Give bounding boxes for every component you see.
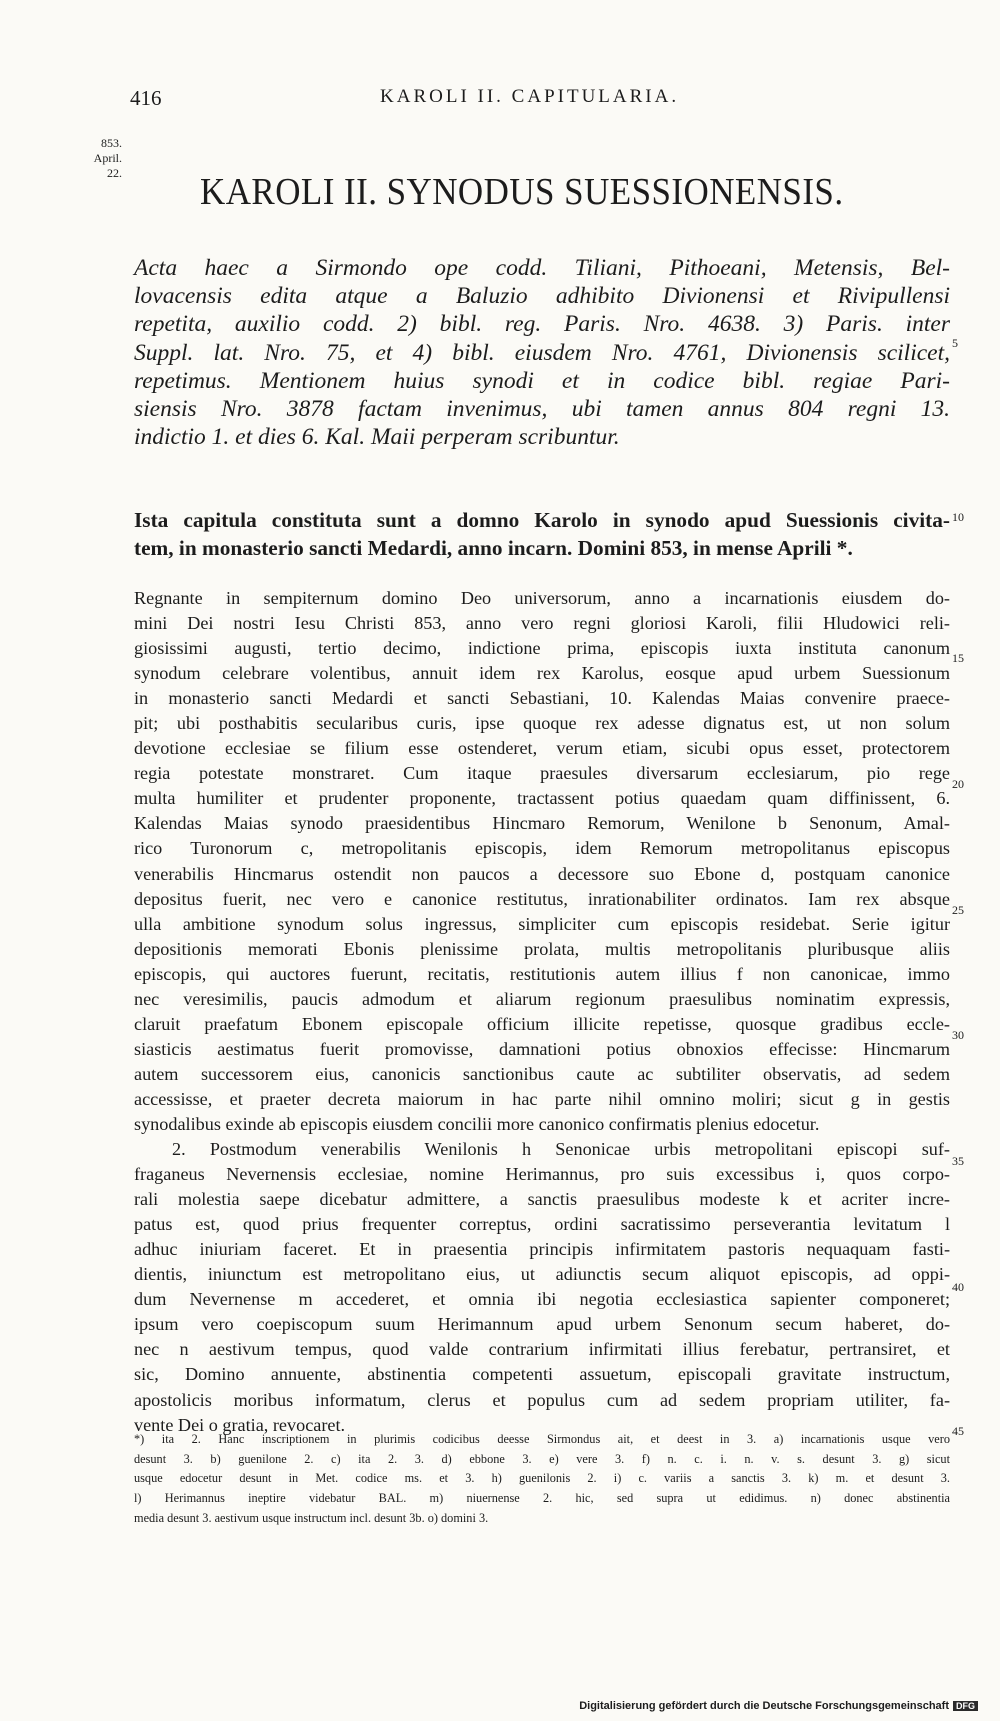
body-text <box>134 586 950 1438</box>
body-line: giosissimi augusti, tertio decimo, indictione prima, episcopis iuxta instituta canonum <box>134 638 950 659</box>
line-number: 35 <box>952 1154 964 1168</box>
body-line: episcopis, qui auctores fuerunt, recitatis, restitutionis autem illius f non canonicae, immo <box>134 963 950 984</box>
line-number: 40 <box>952 1280 964 1294</box>
body-line: mini Dei nostri Iesu Christi 853, anno vero regni gloriosi Karoli, filii Hludowici reli- <box>134 613 950 634</box>
body-line: Kalendas Maias synodo praesidentibus Hincmaro Remorum, Wenilone b Senonum, Amal- <box>134 813 950 834</box>
dfg-logo: DFG <box>953 1701 978 1711</box>
body-line: synodum celebrare volentibus, annuit idem rex Karolus, eosque apud urbem Suessionum <box>134 663 950 684</box>
page-number: 416 <box>130 86 162 110</box>
heading-line: Ista capitula constituta sunt a domno Karolo in synodo apud Suessionis civita- <box>134 508 950 532</box>
body-line: adhuc iniuriam faceret. Et in praesentia principis infirmitatem pastoris nequaquam fasti- <box>134 1239 950 1260</box>
margin-date-month: April. <box>93 151 122 165</box>
body-line: nec veresimilis, paucis admodum et aliarum regionum praesulibus nominatim expressis, <box>134 988 950 1009</box>
body-line: siasticis aestimatus fuerit promovisse, damnationi potius obnoxios effecisse: Hincmarum <box>134 1038 950 1059</box>
line-number: 15 <box>952 651 964 665</box>
body-line: pit; ubi posthabitis secularibus curis, ipse quoque rex adesse dignatus est, ut non solum <box>134 713 950 734</box>
footnote-line: *) ita 2. Hanc inscriptionem in plurimis codicibus deesse Sirmondus ait, et deest in 3. a) incarnationis usque vero <box>134 1432 950 1446</box>
intro-line: siensis Nro. 3878 factam invenimus, ubi tamen annus 804 regni 13. <box>134 396 950 423</box>
body-line: dientis, iniunctum est metropolitano eius, ut adiunctis secum aliquot episcopis, ad oppi- <box>134 1264 950 1285</box>
intro-paragraph <box>134 254 950 451</box>
body-line: synodalibus exinde ab episcopis eiusdem concilii more canonico confirmatis plenius edocetur. <box>134 1113 820 1134</box>
intro-line: Suppl. lat. Nro. 75, et 4) bibl. eiusdem Nro. 4761, Divionensis scilicet, <box>134 339 950 366</box>
body-line: dum Nevernense m accederet, et omnia ibi negotia ecclesiastica sapienter componeret; <box>134 1289 950 1310</box>
line-number: 25 <box>952 903 964 917</box>
section-heading <box>134 506 950 562</box>
footnotes <box>134 1430 950 1529</box>
document-title: KAROLI II. SYNODUS SUESSIONENSIS. <box>200 171 844 213</box>
body-line: depositionis memorati Ebonis plenissime prolata, multis metropolitanis pluribusque aliis <box>134 938 950 959</box>
line-number: 20 <box>952 777 964 791</box>
line-number: 45 <box>952 1424 964 1438</box>
heading-line: tem, in monasterio sancti Medardi, anno incarn. Domini 853, in mense Aprili *. <box>134 536 853 560</box>
body-line: venerabilis Hincmarus ostendit non paucos a decessore suo Ebone d, postquam canonice <box>134 863 950 884</box>
body-line: ulla ambitione synodum solus ingressus, simpliciter cum episcopis residebat. Serie igitur <box>134 913 950 934</box>
intro-line: Acta haec a Sirmondo ope codd. Tiliani, Pithoeani, Metensis, Bel- <box>134 255 950 281</box>
footnote-line: media desunt 3. aestivum usque instructum incl. desunt 3b. o) domini 3. <box>134 1510 489 1525</box>
line-number: 30 <box>952 1028 964 1042</box>
running-title: KAROLI II. CAPITULARIA. <box>380 86 680 107</box>
digitization-note <box>579 1700 978 1712</box>
body-line: in monasterio sancti Medardi et sancti Sebastiani, 10. Kalendas Maias convenire praece- <box>134 688 950 709</box>
intro-line: repetita, auxilio codd. 2) bibl. reg. Paris. Nro. 4638. 3) Paris. inter <box>134 311 950 338</box>
body-line: rali molestia saepe dicebatur admittere, a sanctis praesulibus modeste k et acriter incre- <box>134 1189 950 1210</box>
intro-line: repetimus. Mentionem huius synodi et in codice bibl. regiae Pari- <box>134 367 950 394</box>
body-line: regia potestate monstraret. Cum itaque praesules diversarum ecclesiarum, pio rege <box>134 763 950 784</box>
body-line: fraganeus Nevernensis ecclesiae, nomine Herimannus, pro suis excessibus i, quos corpo- <box>134 1164 950 1185</box>
body-line: ipsum vero coepiscopum suum Herimannum apud urbem Senonum secum haberet, do- <box>134 1314 950 1335</box>
body-line: nec n aestivum tempus, quod valde contrarium infirmitati illius ferebatur, pertransiret, et <box>134 1339 950 1360</box>
footnote-line: usque edocetur desunt in Met. codice ms. et 3. h) guenilonis 2. i) c. variis a sanctis 3. k) m. et desunt 3. <box>134 1471 950 1486</box>
body-line: vente Dei o gratia, revocaret. <box>134 1414 346 1435</box>
intro-line: indictio 1. et dies 6. Kal. Maii perperam scribuntur. <box>134 424 620 451</box>
body-line: depositus fuerit, nec vero e canonice restitutus, inrationabiliter ordinatos. Iam rex absque <box>134 888 950 909</box>
body-line: accessisse, et praeter decreta maiorum in hac parte nihil omnino moliri; sicut g in gestis <box>134 1088 950 1109</box>
body-line: multa humiliter et prudenter proponente, tractassent potius quaedam quam diffinissent, 6. <box>134 788 950 809</box>
line-number: 10 <box>952 510 964 524</box>
body-line: 2. Postmodum venerabilis Wenilonis h Senonicae urbis metropolitani episcopi suf- <box>172 1139 950 1160</box>
body-line: patus est, quod prius frequenter correptus, ordini sacratissimo perseverantia levitatum l <box>134 1214 950 1235</box>
body-line: rico Turonorum c, metropolitanis episcopis, idem Remorum metropolitanus episcopus <box>134 838 950 859</box>
body-line: devotione ecclesiae se filium esse ostenderet, verum etiam, sicubi opus esset, protectorem <box>134 738 950 759</box>
footnote-line: l) Herimannus ineptire videbatur BAL. m) niuernense 2. hic, sed supra ut edidimus. n) donec abstinentia <box>134 1491 950 1506</box>
body-line: claruit praefatum Ebonem episcopale officium illicite repetisse, quosque gradibus eccle- <box>134 1013 950 1034</box>
body-line: Regnante in sempiternum domino Deo universorum, anno a incarnationis eiusdem do- <box>134 588 950 608</box>
body-line: autem successorem eius, canonicis sanctionibus caute ac subtiliter observatis, ad sedem <box>134 1063 950 1084</box>
intro-line: lovacensis edita atque a Baluzio adhibito Divionensi et Rivipullensi <box>134 283 950 310</box>
line-number: 5 <box>952 336 958 350</box>
digitization-text: Digitalisierung gefördert durch die Deutsche Forschungsgemeinschaft <box>579 1700 949 1712</box>
footnote-line: desunt 3. b) guenilone 2. c) ita 2. 3. d) ebbone 3. e) vere 3. f) n. c. i. n. v. s. desunt 3. g) sicut <box>134 1451 950 1466</box>
margin-date <box>72 136 122 181</box>
body-line: apostolicis moribus informatum, clerus et populus cum ad sedem propriam utiliter, fa- <box>134 1389 950 1410</box>
margin-date-day: 22. <box>107 166 122 180</box>
body-line: sic, Domino annuente, abstinentia competenti assuetum, episcopali gravitate instructum, <box>134 1364 950 1385</box>
margin-date-year: 853. <box>101 136 122 150</box>
